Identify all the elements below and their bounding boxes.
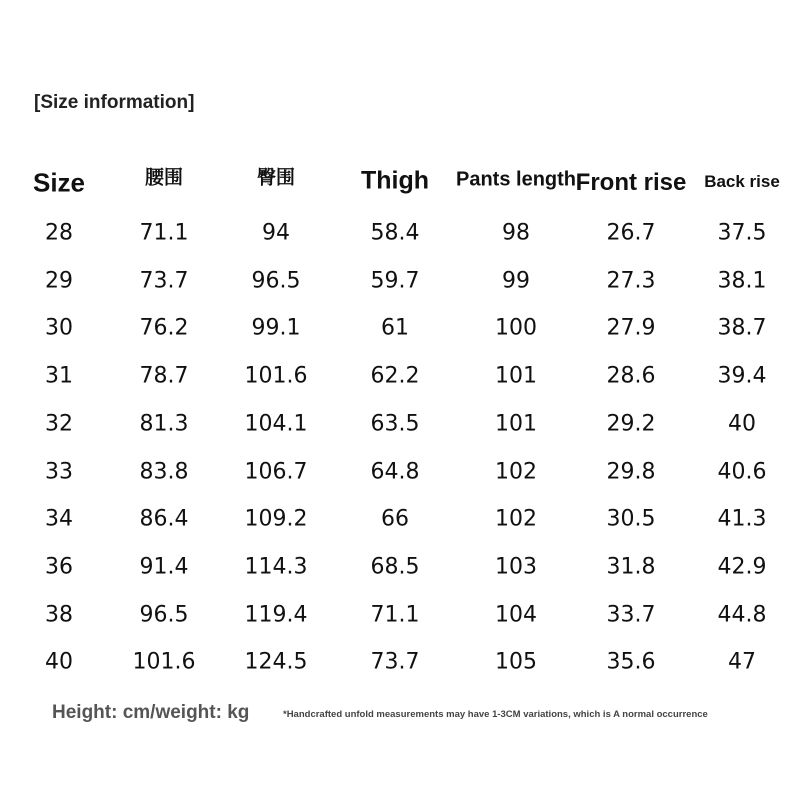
cell-front-rise: 29.8 (606, 459, 656, 484)
cell-back-rise: 38.7 (717, 315, 767, 341)
cell-size: 38 (45, 602, 73, 628)
cell-waist: 81.3 (139, 411, 189, 437)
cell-hip: 104.1 (244, 411, 308, 437)
header-pants-length: Pants length (455, 168, 577, 191)
cell-waist: 71.1 (139, 220, 189, 246)
cell-waist: 96.5 (139, 602, 189, 628)
header-front-rise: Front rise (575, 169, 687, 196)
cell-thigh: 59.7 (370, 268, 420, 294)
cell-front-rise: 31.8 (606, 554, 656, 580)
cell-back-rise: 40.6 (717, 459, 767, 484)
cell-hip: 94 (262, 220, 290, 246)
cell-hip: 99.1 (251, 315, 301, 341)
cell-waist: 83.8 (139, 459, 189, 484)
cell-back-rise: 39.4 (717, 363, 767, 389)
cell-back-rise: 47 (728, 649, 756, 675)
cell-back-rise: 38.1 (717, 268, 767, 294)
cell-front-rise: 27.9 (606, 315, 656, 341)
cell-waist: 91.4 (139, 554, 189, 580)
cell-pants-length: 101 (495, 411, 537, 437)
cell-size: 33 (45, 459, 73, 484)
cell-pants-length: 102 (495, 506, 537, 532)
cell-pants-length: 104 (495, 602, 537, 628)
cell-thigh: 66 (381, 506, 409, 532)
header-hip: 臀围 (256, 167, 296, 189)
cell-waist: 73.7 (139, 268, 189, 294)
cell-size: 32 (45, 411, 73, 437)
header-waist: 腰围 (144, 167, 184, 189)
cell-size: 34 (45, 506, 73, 532)
cell-size: 29 (45, 268, 73, 294)
cell-pants-length: 105 (495, 649, 537, 675)
cell-hip: 106.7 (244, 459, 308, 484)
cell-front-rise: 35.6 (606, 649, 656, 675)
cell-thigh: 64.8 (370, 459, 420, 484)
cell-thigh: 58.4 (370, 220, 420, 246)
header-back-rise: Back rise (704, 172, 780, 191)
cell-pants-length: 99 (502, 268, 530, 294)
cell-pants-length: 100 (495, 315, 537, 341)
cell-hip: 101.6 (244, 363, 308, 389)
cell-size: 40 (45, 649, 73, 675)
cell-back-rise: 44.8 (717, 602, 767, 628)
cell-front-rise: 30.5 (606, 506, 656, 532)
cell-hip: 96.5 (251, 268, 301, 294)
variation-note: *Handcrafted unfold measurements may have 1-3CM variations, which is A normal occurrence (283, 709, 708, 720)
cell-waist: 78.7 (139, 363, 189, 389)
cell-thigh: 62.2 (370, 363, 420, 389)
cell-pants-length: 98 (502, 220, 530, 246)
cell-waist: 86.4 (139, 506, 189, 532)
cell-waist: 76.2 (139, 315, 189, 341)
cell-size: 36 (45, 554, 73, 580)
cell-back-rise: 37.5 (717, 220, 767, 246)
cell-back-rise: 42.9 (717, 554, 767, 580)
cell-hip: 124.5 (244, 649, 308, 675)
cell-thigh: 63.5 (370, 411, 420, 437)
units-text: Height: cm/weight: kg (52, 702, 250, 723)
page-title: [Size information] (34, 92, 195, 113)
cell-pants-length: 103 (495, 554, 537, 580)
cell-front-rise: 26.7 (606, 220, 656, 246)
header-thigh: Thigh (360, 166, 430, 195)
cell-size: 30 (45, 315, 73, 341)
cell-pants-length: 102 (495, 459, 537, 484)
cell-size: 31 (45, 363, 73, 389)
cell-back-rise: 41.3 (717, 506, 767, 532)
cell-size: 28 (45, 220, 73, 246)
cell-thigh: 71.1 (370, 602, 420, 628)
cell-hip: 109.2 (244, 506, 308, 532)
cell-waist: 101.6 (132, 649, 196, 675)
cell-thigh: 68.5 (370, 554, 420, 580)
cell-front-rise: 33.7 (606, 602, 656, 628)
cell-thigh: 61 (381, 315, 409, 341)
cell-pants-length: 101 (495, 363, 537, 389)
cell-front-rise: 28.6 (606, 363, 656, 389)
cell-front-rise: 29.2 (606, 411, 656, 437)
cell-thigh: 73.7 (370, 649, 420, 675)
cell-back-rise: 40 (728, 411, 756, 437)
cell-front-rise: 27.3 (606, 268, 656, 294)
header-size: Size (32, 167, 86, 198)
cell-hip: 119.4 (244, 602, 308, 628)
cell-hip: 114.3 (244, 554, 308, 580)
